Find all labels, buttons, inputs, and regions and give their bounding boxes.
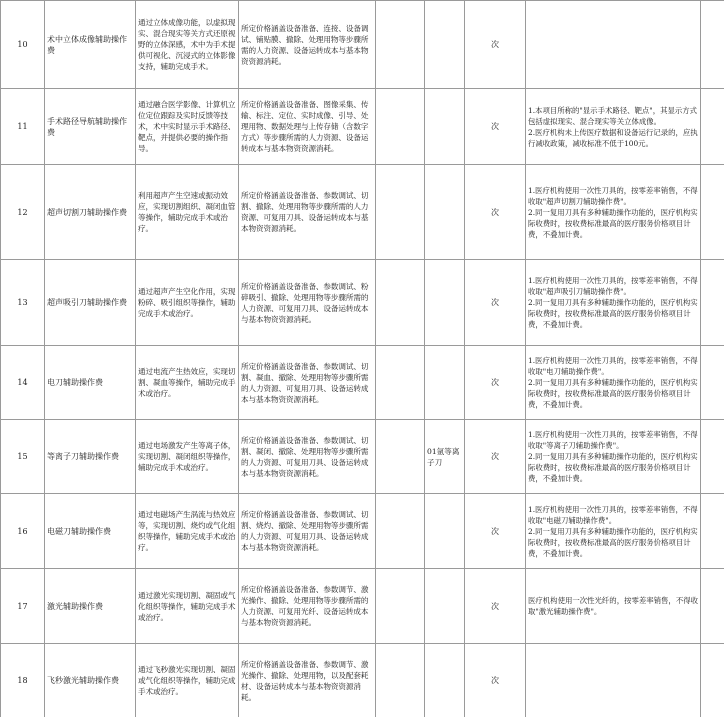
service-content: 通过立体成像功能，以虚拟现实、混合现实等关方式还原视野的立体深感，术中为手术提供可视化、沉浸式的立体影像支持，辅助完成手术。 [136,1,239,89]
empty-cell [701,494,724,569]
table-row [1,644,724,717]
value-composition: 所定价格涵盖设备准备、图像采集、传输、标注、定位、实时成像、引导、处理用物、数据处理与上传存储（含数字方式）等步骤所需的人力资源、设备运转成本与基本物资资源消耗。 [239,89,376,165]
notes-cell [526,346,701,420]
empty-cell [376,494,425,569]
empty-cell [376,346,425,420]
notes-cell [526,420,701,494]
exclusion-cell [425,260,465,346]
item-name: 激光辅助操作费 [45,569,136,644]
exclusion-cell [425,165,465,260]
value-composition: 所定价格涵盖设备准备、参数调试、切割、凝血、撤除、处理用物等步骤所需的人力资源、可复用刀具、设备运转成本与基本物资资源消耗。 [239,346,376,420]
service-content: 通过激光实现切割、凝固或气化组织等操作，辅助完成手术或治疗。 [136,569,239,644]
service-content: 通过融合医学影像、计算机立位定位跟踪及实时反馈等技术，术中实时显示手术路径、靶点，并提供必要的操作指导。 [136,89,239,165]
empty-cell [701,569,724,644]
notes-cell [526,494,701,569]
note-line: 1.本项目所称的"显示手术路径、靶点"，其显示方式包括虚拟现实、混合现实等关立体成像。 [528,105,698,126]
note-line: 1.医疗机构使用一次性刀具的，按零差率销售，不得收取"电磁刀辅助操作费"。 [528,504,698,525]
empty-cell [376,420,425,494]
unit-cell: 次 [465,494,526,569]
table-row [1,89,724,165]
empty-cell [701,165,724,260]
table-row [1,494,724,569]
value-composition: 所定价格涵盖设备准备、参数调试、切割、撤除、处理用物等步骤所需的人力资源、可复用刀具、设备运转成本与基本物资资源消耗。 [239,165,376,260]
value-composition: 所定价格涵盖设备准备、连接、设备调试、铺贴膜、撤除、处理用物等步骤所需的人力资源、设备运转成本与基本物资资源消耗。 [239,1,376,89]
note-line: 2.医疗机构未上传医疗数据和设备运行记录的，应执行减收政策，减收标准不低于100元。 [528,127,698,148]
note-line: 医疗机构使用一次性光纤的，按零差率销售，不得收取"激光辅助操作费"。 [528,596,698,616]
item-name: 术中立体成像辅助操作费 [45,1,136,89]
notes-cell [526,260,701,346]
empty-cell [701,260,724,346]
value-composition: 所定价格涵盖设备准备、参数调节、激光操作、撤除、处理用物等步骤所需的人力资源、可复用光纤、设备运转成本与基本物资资源消耗。 [239,569,376,644]
value-composition: 所定价格涵盖设备准备、参数调试、粉碎吸引、撤除、处理用物等步骤所需的人力资源、可复用刀具、设备运转成本与基本物资资源消耗。 [239,260,376,346]
notes-cell [526,89,701,165]
item-name: 等离子刀辅助操作费 [45,420,136,494]
note-line: 1.医疗机构使用一次性刀具的，按零差率销售，不得收取"等离子刀辅助操作费"。 [528,430,698,450]
unit-cell: 次 [465,569,526,644]
exclusion-cell [425,644,465,717]
item-name: 超声切割刀辅助操作费 [45,165,136,260]
table-row [1,165,724,260]
note-line: 2.同一复用刀具有多种辅助操作功能的，医疗机构实际收费时，按收费标准最高的医疗服务价格项目计费，不叠加计费。 [528,378,698,409]
row-number: 12 [1,165,45,260]
empty-cell [376,165,425,260]
row-number: 16 [1,494,45,569]
table-row [1,420,724,494]
note-line: 2.同一复用刀具有多种辅助操作功能的，医疗机构实际收费时，按收费标准最高的医疗服务价格项目计费，不叠加计费。 [528,526,698,558]
note-line: 2.同一复用刀具有多种辅助操作功能的，医疗机构实际收费时，按收费标准最高的医疗服务价格项目计费，不叠加计费。 [528,207,698,239]
service-content: 通过飞秒激光实现切割、凝固或气化组织等操作，辅助完成手术或治疗。 [136,644,239,717]
empty-cell [376,569,425,644]
row-number: 17 [1,569,45,644]
unit-cell: 次 [465,1,526,89]
table-row [1,1,724,89]
service-content: 通过超声产生空化作用，实现粉碎、吸引组织等操作，辅助完成手术或治疗。 [136,260,239,346]
row-number: 14 [1,346,45,420]
service-content: 通过电场激发产生等离子体，实现切割、凝闭组织等操作，辅助完成手术或治疗。 [136,420,239,494]
notes-cell [526,1,701,89]
unit-cell: 次 [465,260,526,346]
notes-cell [526,569,701,644]
unit-cell: 次 [465,644,526,717]
empty-cell [376,644,425,717]
service-content: 通过电磁场产生涡流与热效应等，实现切割、烧灼或气化组织等操作，辅助完成手术或治疗。 [136,494,239,569]
row-number: 18 [1,644,45,717]
exclusion-cell [425,1,465,89]
empty-cell [701,420,724,494]
item-name: 飞秒激光辅助操作费 [45,644,136,717]
unit-cell: 次 [465,346,526,420]
exclusion-cell [425,569,465,644]
exclusion-cell [425,346,465,420]
note-line: 2.同一复用刀具有多种辅助操作功能的，医疗机构实际收费时，按收费标准最高的医疗服务价格项目计费，不叠加计费。 [528,298,698,329]
value-composition: 所定价格涵盖设备准备、参数调试、切割、凝闭、撤除、处理用物等步骤所需的人力资源、可复用刀具、设备运转成本与基本物资资源消耗。 [239,420,376,494]
note-line: 2.同一复用刀具有多种辅助操作功能的，医疗机构实际收费时，按收费标准最高的医疗服务价格项目计费，不叠加计费。 [528,452,698,483]
service-content: 通过电流产生热效应，实现切割、凝血等操作，辅助完成手术或治疗。 [136,346,239,420]
table-row [1,569,724,644]
note-line: 1.医疗机构使用一次性刀具的，按零差率销售，不得收取"超声吸引刀辅助操作费"。 [528,276,698,296]
item-name: 超声吸引刀辅助操作费 [45,260,136,346]
table-row [1,260,724,346]
empty-cell [376,1,425,89]
exclusion-cell [425,89,465,165]
empty-cell [701,89,724,165]
value-composition: 所定价格涵盖设备准备、参数调试、切割、烧灼、撤除、处理用物等步骤所需的人力资源、可复用刀具、设备运转成本与基本物资资源消耗。 [239,494,376,569]
service-content: 利用超声产生空速或振动效应，实现切割组织、凝闭血管等操作，辅助完成手术或治疗。 [136,165,239,260]
row-number: 10 [1,1,45,89]
row-number: 15 [1,420,45,494]
note-line: 1.医疗机构使用一次性刀具的，按零差率销售，不得收取"电刀辅助操作费"。 [528,356,698,376]
item-name: 电刀辅助操作费 [45,346,136,420]
unit-cell: 次 [465,165,526,260]
value-composition: 所定价格涵盖设备准备、参数调节、激光操作、撤除、处理用物，以及配套耗材、设备运转成本与基本物资资源消耗。 [239,644,376,717]
row-number: 13 [1,260,45,346]
item-name: 手术路径导航辅助操作费 [45,89,136,165]
table-row [1,346,724,420]
empty-cell [701,1,724,89]
item-name: 电磁刀辅助操作费 [45,494,136,569]
exclusion-cell: 01氩等离子刀 [425,420,465,494]
empty-cell [701,346,724,420]
unit-cell: 次 [465,420,526,494]
notes-cell [526,165,701,260]
notes-cell [526,644,701,717]
empty-cell [376,89,425,165]
note-line: 1.医疗机构使用一次性刀具的，按零差率销售，不得收取"超声切割刀辅助操作费"。 [528,185,698,206]
empty-cell [376,260,425,346]
empty-cell [701,644,724,717]
row-number: 11 [1,89,45,165]
unit-cell: 次 [465,89,526,165]
exclusion-cell [425,494,465,569]
